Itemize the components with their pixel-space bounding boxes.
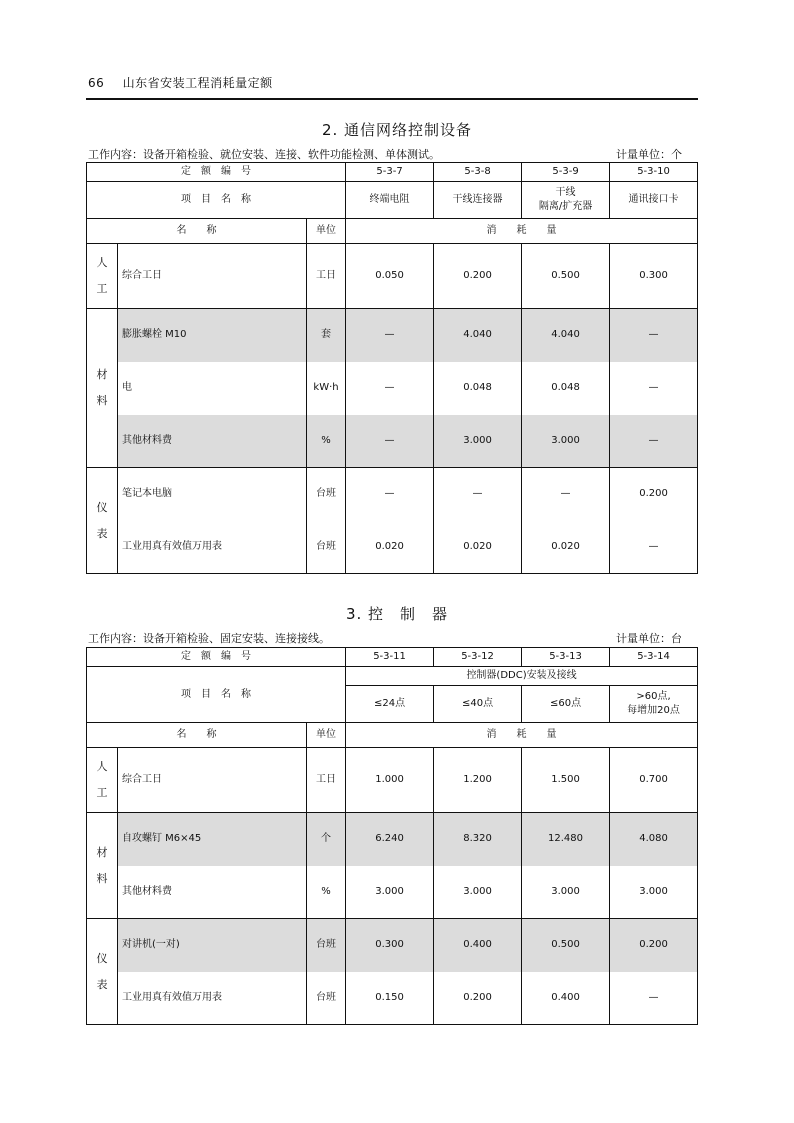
row-value: 0.700 bbox=[610, 748, 698, 813]
item-name: 终端电阻 bbox=[346, 182, 434, 219]
row-value: 12.480 bbox=[522, 813, 610, 866]
row-value: — bbox=[610, 415, 698, 468]
row-name: 电 bbox=[118, 362, 307, 415]
row-unit: % bbox=[307, 866, 346, 919]
row-value: 8.320 bbox=[434, 813, 522, 866]
row-value: 3.000 bbox=[610, 866, 698, 919]
quota-code: 5-3-7 bbox=[346, 163, 434, 182]
row-value: 0.300 bbox=[346, 919, 434, 972]
row-value: — bbox=[610, 521, 698, 574]
row-value: 0.200 bbox=[434, 244, 522, 309]
row-value: 3.000 bbox=[522, 415, 610, 468]
quota-code: 5-3-11 bbox=[346, 648, 434, 667]
column-unit-label: 单位 bbox=[307, 723, 346, 748]
column-name-label: 名 称 bbox=[87, 723, 307, 748]
column-name-label: 名 称 bbox=[87, 219, 307, 244]
column-unit-label: 单位 bbox=[307, 219, 346, 244]
row-value: — bbox=[610, 309, 698, 362]
section-3-work-content: 工作内容：设备开箱检验、固定安装、连接接线。 bbox=[88, 632, 330, 645]
row-name: 其他材料费 bbox=[118, 866, 307, 919]
row-value: — bbox=[346, 309, 434, 362]
row-value: 0.200 bbox=[434, 972, 522, 1025]
row-value: 0.500 bbox=[522, 244, 610, 309]
row-name: 综合工日 bbox=[118, 244, 307, 309]
section-2-work-content: 工作内容：设备开箱检验、就位安装、连接、软件功能检测、单体测试。 bbox=[88, 148, 440, 161]
row-value: 4.080 bbox=[610, 813, 698, 866]
row-value: 0.020 bbox=[434, 521, 522, 574]
quota-code: 5-3-14 bbox=[610, 648, 698, 667]
row-unit: 台班 bbox=[307, 521, 346, 574]
row-value: 0.020 bbox=[346, 521, 434, 574]
row-value: — bbox=[434, 468, 522, 521]
row-unit: 台班 bbox=[307, 972, 346, 1025]
row-value: — bbox=[346, 468, 434, 521]
row-unit: 套 bbox=[307, 309, 346, 362]
consumption-label: 消 耗 量 bbox=[346, 723, 698, 748]
quota-code: 5-3-8 bbox=[434, 163, 522, 182]
section-2-unit: 计量单位：个 bbox=[616, 148, 682, 161]
group-label-materials: 材料 bbox=[87, 309, 118, 468]
row-value: — bbox=[610, 972, 698, 1025]
row-value: 0.048 bbox=[522, 362, 610, 415]
item-name: 干线 隔离/扩充器 bbox=[522, 182, 610, 219]
section-3-title: 3. 控 制 器 bbox=[345, 605, 449, 623]
quota-code: 5-3-9 bbox=[522, 163, 610, 182]
item-name-label: 项 目 名 称 bbox=[87, 667, 346, 723]
row-value: 0.020 bbox=[522, 521, 610, 574]
consumption-label: 消 耗 量 bbox=[346, 219, 698, 244]
group-label-instruments: 仪表 bbox=[87, 919, 118, 1025]
quota-code-label: 定 额 编 号 bbox=[87, 648, 346, 667]
row-unit: % bbox=[307, 415, 346, 468]
row-unit: 台班 bbox=[307, 919, 346, 972]
row-name: 工业用真有效值万用表 bbox=[118, 972, 307, 1025]
row-value: 0.150 bbox=[346, 972, 434, 1025]
row-value: 0.200 bbox=[610, 468, 698, 521]
item-name: ≤60点 bbox=[522, 686, 610, 723]
row-unit: 工日 bbox=[307, 244, 346, 309]
item-name: ≤24点 bbox=[346, 686, 434, 723]
row-name: 自攻螺钉 M6×45 bbox=[118, 813, 307, 866]
row-name: 综合工日 bbox=[118, 748, 307, 813]
item-name: 干线连接器 bbox=[434, 182, 522, 219]
section-3-unit: 计量单位：台 bbox=[616, 632, 682, 645]
item-name-label: 项 目 名 称 bbox=[87, 182, 346, 219]
row-value: 4.040 bbox=[434, 309, 522, 362]
row-name: 膨胀螺栓 M10 bbox=[118, 309, 307, 362]
row-value: 6.240 bbox=[346, 813, 434, 866]
row-name: 笔记本电脑 bbox=[118, 468, 307, 521]
quota-code-label: 定 额 编 号 bbox=[87, 163, 346, 182]
row-value: 0.048 bbox=[434, 362, 522, 415]
item-name: ≤40点 bbox=[434, 686, 522, 723]
row-name: 工业用真有效值万用表 bbox=[118, 521, 307, 574]
row-value: — bbox=[522, 468, 610, 521]
page-number: 66 bbox=[88, 76, 105, 90]
row-unit: 个 bbox=[307, 813, 346, 866]
row-value: 0.400 bbox=[434, 919, 522, 972]
row-unit: kW·h bbox=[307, 362, 346, 415]
section-2-table bbox=[86, 162, 698, 574]
row-unit: 工日 bbox=[307, 748, 346, 813]
row-value: 4.040 bbox=[522, 309, 610, 362]
row-value: 1.500 bbox=[522, 748, 610, 813]
quota-code: 5-3-12 bbox=[434, 648, 522, 667]
row-value: 3.000 bbox=[346, 866, 434, 919]
row-value: — bbox=[610, 362, 698, 415]
group-label-labor: 人工 bbox=[87, 748, 118, 813]
item-group-label: 控制器(DDC)安装及接线 bbox=[346, 667, 698, 686]
row-value: 0.050 bbox=[346, 244, 434, 309]
quota-code: 5-3-13 bbox=[522, 648, 610, 667]
header-rule bbox=[86, 98, 698, 100]
book-title: 山东省安装工程消耗量定额 bbox=[122, 76, 273, 90]
row-value: — bbox=[346, 415, 434, 468]
row-value: 1.200 bbox=[434, 748, 522, 813]
section-3-table bbox=[86, 647, 698, 1025]
row-name: 其他材料费 bbox=[118, 415, 307, 468]
group-label-instruments: 仪表 bbox=[87, 468, 118, 574]
row-value: 1.000 bbox=[346, 748, 434, 813]
row-value: 3.000 bbox=[434, 866, 522, 919]
group-label-labor: 人工 bbox=[87, 244, 118, 309]
row-unit: 台班 bbox=[307, 468, 346, 521]
row-value: 3.000 bbox=[522, 866, 610, 919]
section-2-title: 2. 通信网络控制设备 bbox=[321, 121, 473, 139]
item-name: >60点, 每增加20点 bbox=[610, 686, 698, 723]
row-value: 0.200 bbox=[610, 919, 698, 972]
quota-code: 5-3-10 bbox=[610, 163, 698, 182]
group-label-materials: 材料 bbox=[87, 813, 118, 919]
page-header bbox=[88, 74, 273, 91]
row-name: 对讲机(一对) bbox=[118, 919, 307, 972]
row-value: 0.300 bbox=[610, 244, 698, 309]
row-value: 0.500 bbox=[522, 919, 610, 972]
row-value: — bbox=[346, 362, 434, 415]
row-value: 3.000 bbox=[434, 415, 522, 468]
row-value: 0.400 bbox=[522, 972, 610, 1025]
item-name: 通讯接口卡 bbox=[610, 182, 698, 219]
